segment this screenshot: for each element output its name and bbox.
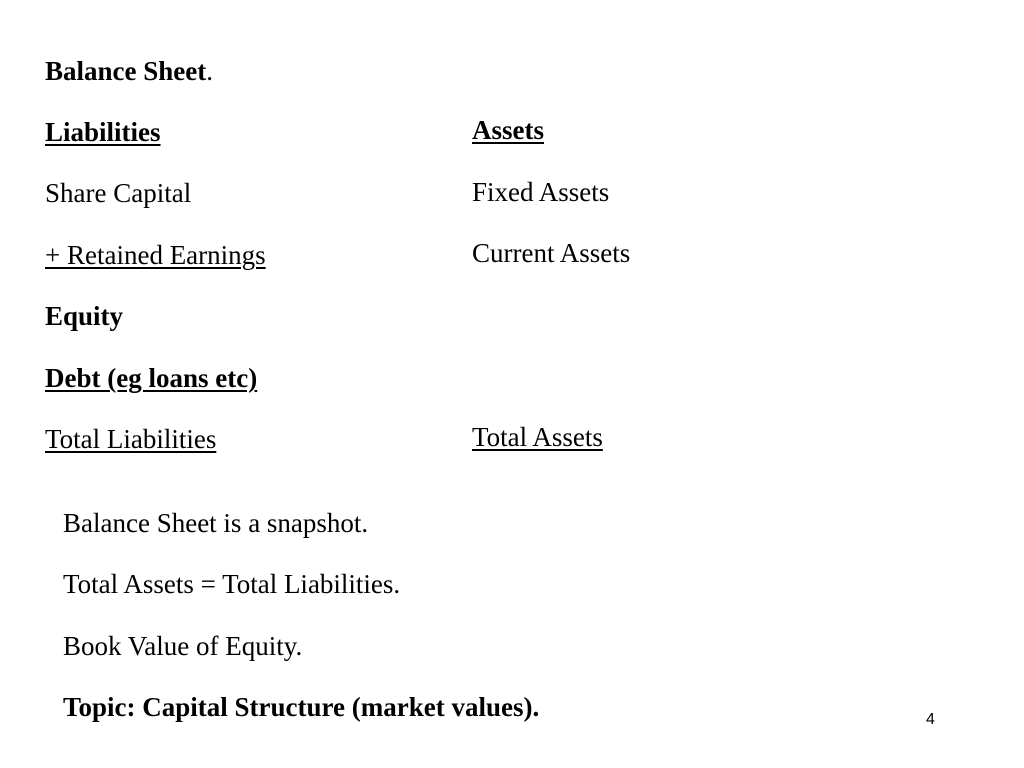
asset-fixed-assets: Fixed Assets	[472, 177, 610, 207]
note-snapshot: Balance Sheet is a snapshot.	[63, 508, 369, 538]
total-assets: Total Assets	[472, 422, 603, 452]
asset-current-assets: Current Assets	[472, 238, 631, 268]
slide-title-text: Balance Sheet	[45, 56, 207, 86]
assets-heading: Assets	[472, 115, 544, 145]
note-book-value: Book Value of Equity.	[63, 631, 303, 661]
slide-title	[45, 55, 213, 87]
liability-retained-earnings: + Retained Earnings	[45, 240, 266, 270]
slide-title-period: .	[206, 56, 213, 86]
liabilities-heading: Liabilities	[45, 117, 161, 147]
page-number: 4	[926, 711, 935, 728]
note-topic: Topic: Capital Structure (market values).	[63, 692, 540, 722]
total-liabilities: Total Liabilities	[45, 424, 217, 454]
liability-share-capital: Share Capital	[45, 178, 192, 208]
liability-equity: Equity	[45, 301, 124, 331]
liability-debt: Debt (eg loans etc)	[45, 363, 258, 393]
note-equation: Total Assets = Total Liabilities.	[63, 569, 401, 599]
